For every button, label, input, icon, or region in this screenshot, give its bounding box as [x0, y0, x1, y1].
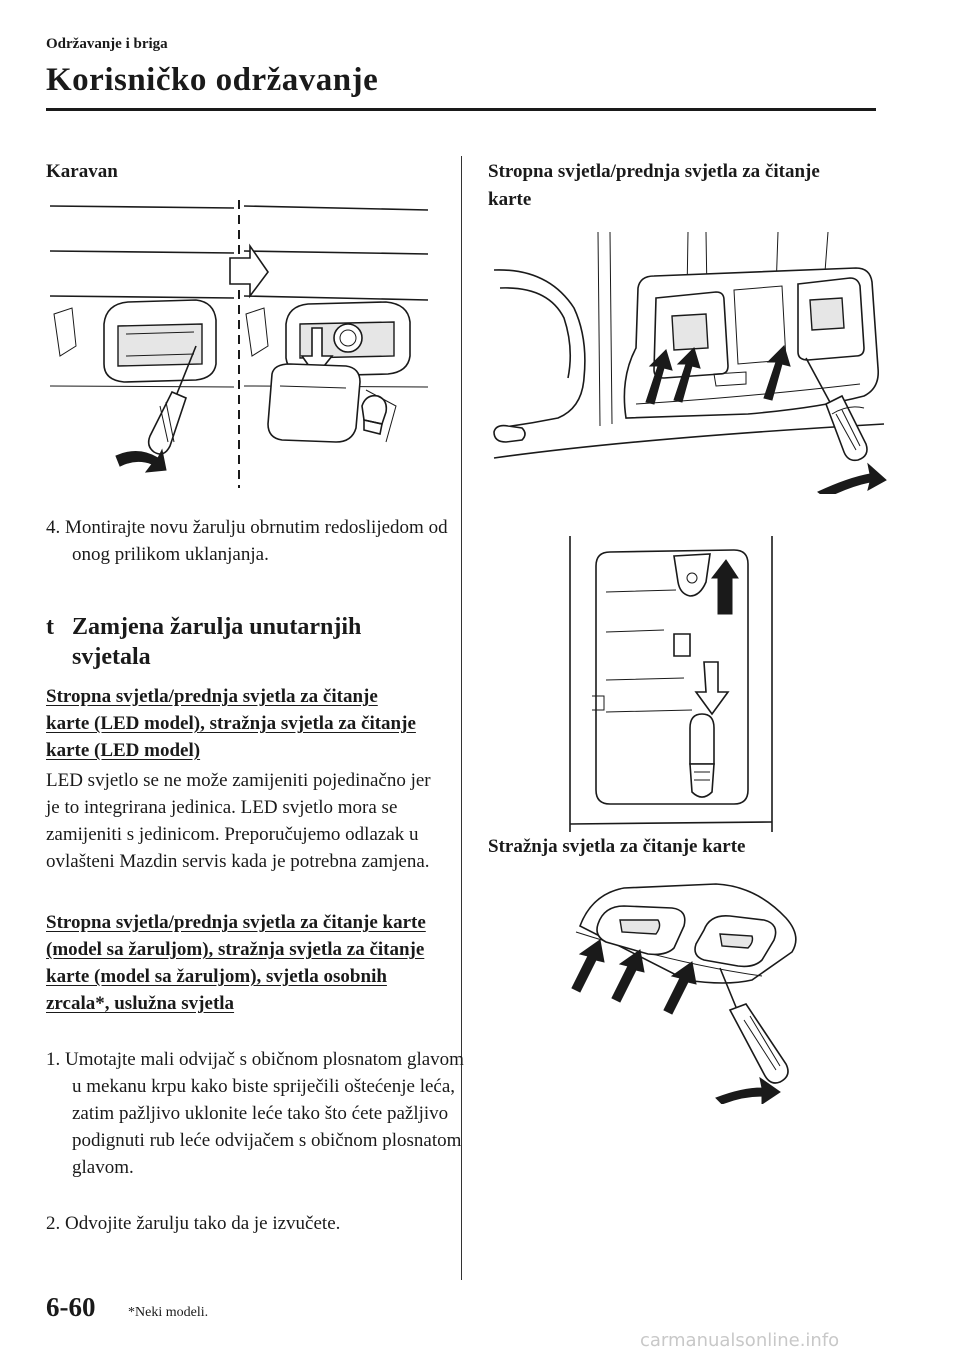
bulb-removal-illustration [566, 532, 782, 836]
subheading-led: Stropna svjetla/prednja svjetla za čitanje karte (LED model), stražnja svjetla za čitanje karte (LED model) [46, 686, 416, 761]
step-1: 1. Umotajte mali odvijač s običnom plosnatom glavom u mekanu krpu kako biste spriječili oštećenje leća, zatim pažljivo uklonite leće tako što ćete pažljivo podignuti rub leće odvijačem s običnom plosnatom glavom. [46, 1049, 464, 1178]
step-4: 4. Montirajte novu žarulju obrnutim redoslijedom od onog prilikom uklanjanja. [46, 517, 448, 565]
karavan-lamp-illustration [46, 196, 432, 492]
rear-map-lamp-illustration [566, 876, 810, 1104]
subheading-bulb: Stropna svjetla/prednja svjetla za čitanje karte (model sa žaruljom), stražnja svjetla za čitanje karte (model sa žaruljom), svjetla osobnih zrcala*, uslužna svjetla [46, 912, 426, 1014]
site-watermark: carmanualsonline.info [640, 1330, 840, 1351]
section-label: Održavanje i briga [46, 36, 168, 52]
led-paragraph: LED svjetlo se ne može zamijeniti pojedinačno jer je to integrirana jedinica. LED svjetlo mora se zamijeniti s jedinicom. Preporučujemo odlazak u ovlašteni Mazdin servis kada je potrebna zamjena. [46, 770, 431, 872]
caption-front-lamps: Stropna svjetla/prednja svjetla za čitanje karte [488, 161, 820, 210]
karavan-label: Karavan [46, 161, 118, 182]
page-number: 6-60 [46, 1292, 96, 1322]
section-title: Zamjena žarulja unutarnjih svjetala [72, 614, 362, 670]
title-rule [46, 108, 876, 111]
caption-rear-lamps: Stražnja svjetla za čitanje karte [488, 836, 746, 857]
section-heading [46, 612, 446, 672]
page-title: Korisničko održavanje [46, 62, 379, 98]
section-marker-icon: t [46, 614, 54, 640]
step-2: 2. Odvojite žarulju tako da je izvučete. [46, 1213, 341, 1234]
front-map-lamp-illustration [488, 228, 888, 494]
footnote: *Neki modeli. [128, 1305, 209, 1320]
